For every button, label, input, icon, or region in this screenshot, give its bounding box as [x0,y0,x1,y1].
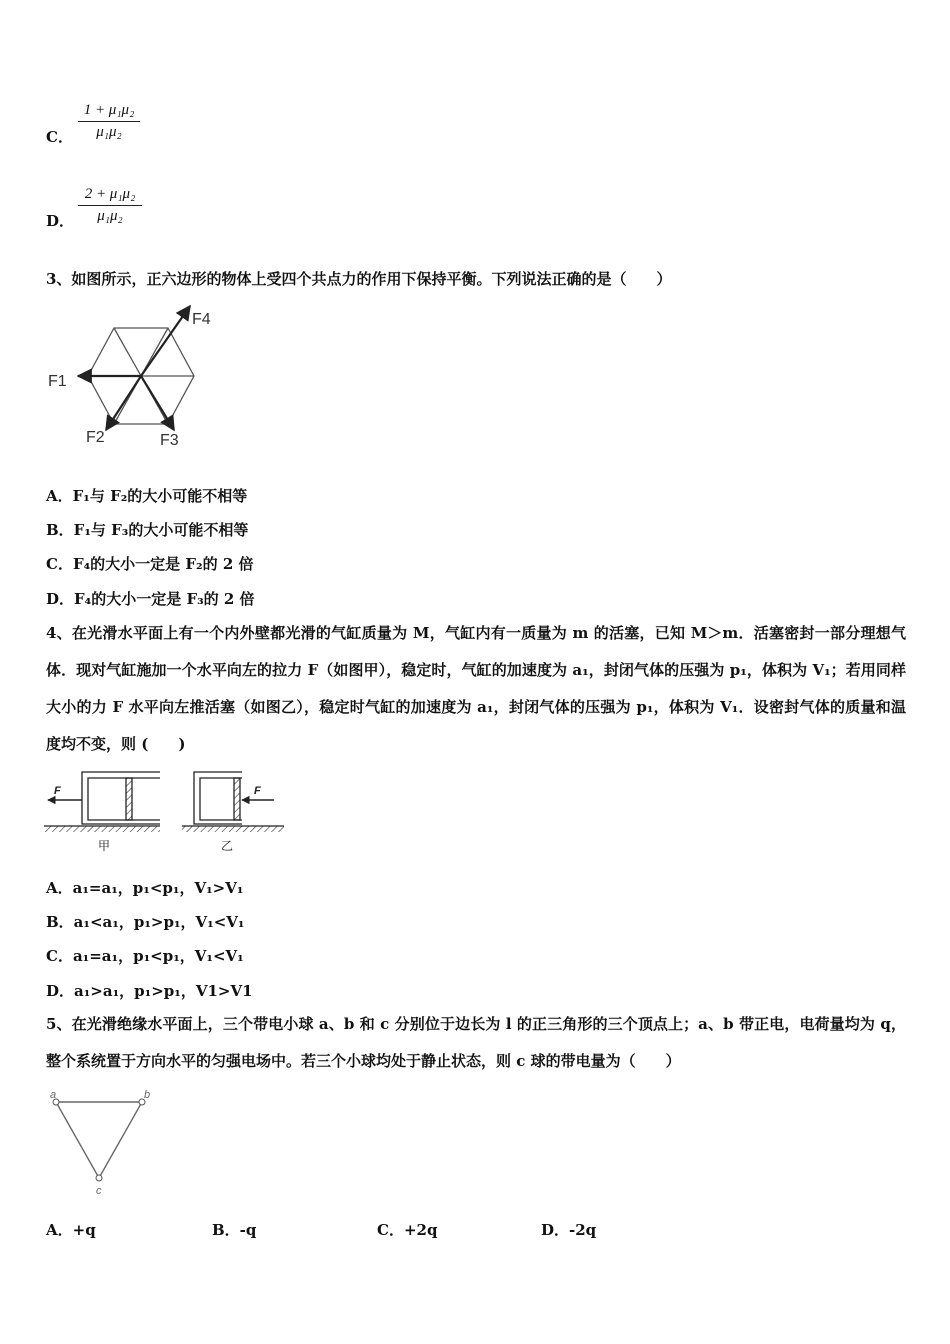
q5-option-a: A．+q [46,1221,96,1239]
fraction-bar [78,121,140,122]
q5-option-d: D．-2q [541,1221,597,1239]
q3-option-d: D．F₄的大小一定是 F₃的 2 倍 [46,590,255,608]
f1-label: F1 [48,373,67,390]
figure-jia [44,772,160,832]
q4-yi-caption: 乙 [221,839,234,853]
figure-yi [182,772,284,832]
f2-label: F2 [86,429,105,446]
triangle [56,1102,142,1178]
q2-option-c-numerator: 1 + μ₁μ₂ [83,102,135,118]
q3-hexagon-figure [44,300,224,452]
q4-option-a: A．a₁=a₁，p₁<p₁，V₁>V₁ [46,879,244,897]
q4-option-c: C．a₁=a₁，p₁<p₁，V₁<V₁ [46,947,244,965]
q3-option-c: C．F₄的大小一定是 F₂的 2 倍 [46,555,254,573]
f3-arrow [141,376,174,430]
q4-cylinder-figure [42,764,288,856]
q4-jia-force-label: F [54,785,61,797]
q2-option-c-fraction [78,102,140,141]
f4-label: F4 [192,311,211,328]
q2-option-d-numerator: 2 + μ₁μ₂ [84,186,136,202]
q3-option-a: A．F₁与 F₂的大小可能不相等 [46,487,248,505]
q5-option-b: B．-q [212,1221,257,1239]
f3-label: F3 [160,432,179,449]
ball-c-label: c [96,1185,102,1197]
ball-a-label: a [50,1089,57,1101]
f4-arrow [141,306,190,376]
f2-arrow [106,376,141,430]
ball-c [96,1175,102,1181]
fraction-bar [78,205,142,206]
ball-b-label: b [144,1089,151,1101]
q2-option-d-label: D． [46,212,75,230]
q2-option-d-fraction [78,186,142,225]
q5-option-c: C．+2q [377,1221,438,1239]
q5-triangle-figure [44,1088,164,1200]
q4-option-b: B．a₁<a₁，p₁>p₁，V₁<V₁ [46,913,245,931]
q2-option-d-denominator: μ₁μ₂ [97,208,123,224]
q4-yi-force-label: F [254,785,261,797]
q5-stem: 5、在光滑绝缘水平面上，三个带电小球 a、b 和 c 分别位于边长为 l 的正三角形的三个顶点上；a、b 带正电，电荷量均为 q，整个系统置于方向水平的匀强电场中。若三个小球均处于静止状态，则 c 球的带电量为（ ） [46,1015,906,1070]
q3-stem: 3、如图所示，正六边形的物体上受四个共点力的作用下保持平衡。下列说法正确的是（ ） [46,270,672,288]
q4-option-d: D．a₁>a₁，p₁>p₁，V1>V1 [46,982,253,1000]
q4-jia-caption: 甲 [98,839,111,853]
q4-stem: 4、在光滑水平面上有一个内外壁都光滑的气缸质量为 M，气缸内有一质量为 m 的活塞，已知 M＞m．活塞密封一部分理想气体．现对气缸施加一个水平向左的拉力 F（如图甲），稳定时，气缸的加速度为 a₁，封闭气体的压强为 p₁，体积为 V₁；若用同样大小的力 F 水平向左推活塞（如图乙），稳定时气缸的加速度为 a₁，封闭气体的压强为 p₁，体积为 V₁．设密封气体的质量和温度均不变，则 ( ) [46,624,906,753]
q3-option-b: B．F₁与 F₃的大小可能不相等 [46,521,249,539]
q2-option-c-label: C． [46,128,73,146]
q2-option-c-denominator: μ₁μ₂ [96,124,122,140]
